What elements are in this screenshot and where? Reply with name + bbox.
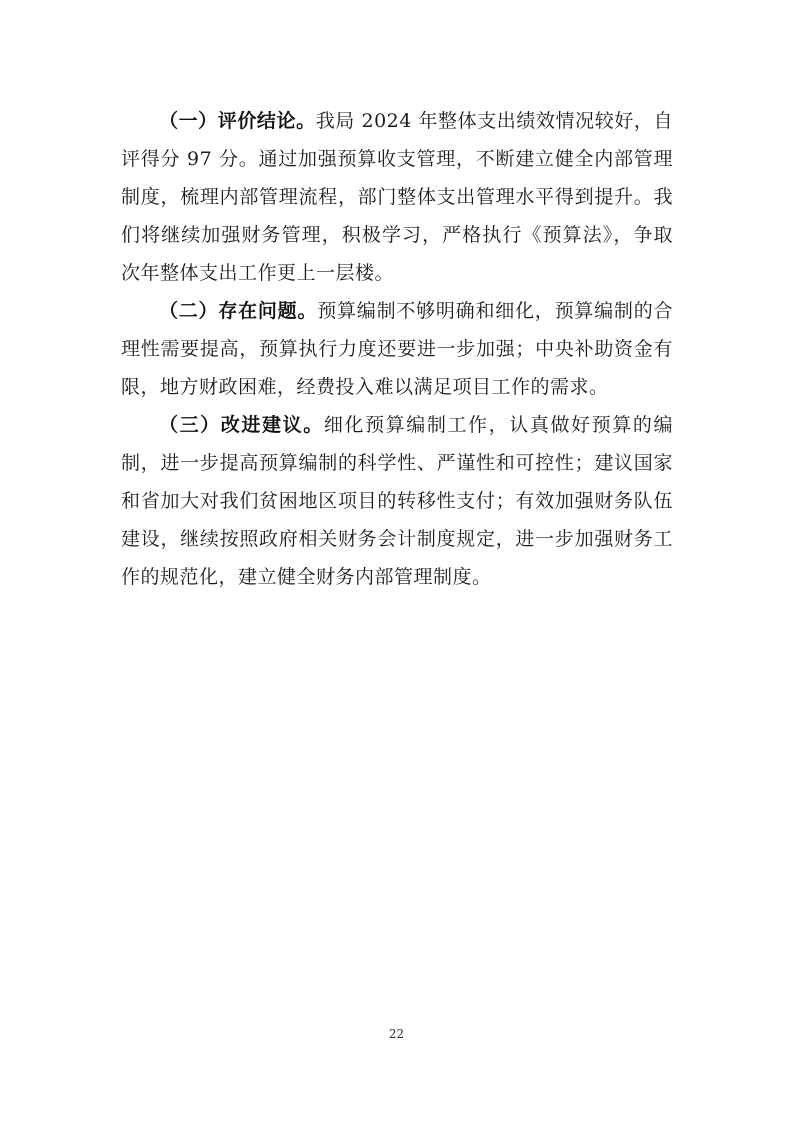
paragraph-text: 我局 2024 年整体支出绩效情况较好，自评得分 97 分。通过加强预算收支管理，不断建立健全内部管理制度，梳理内部管理流程，部门整体支出管理水平得到提升。我们将继续加强财务管理，积极学习，严格执行《预算法》，争取次年整体支出工作更上一层楼。 [121, 110, 673, 284]
page-number: 22 [388, 1027, 405, 1041]
paragraph-heading: （二）存在问题。 [159, 300, 318, 322]
paragraph-evaluation-conclusion [121, 102, 673, 292]
paragraph-improvement-suggestions [121, 406, 673, 596]
paragraph-existing-problems [121, 292, 673, 406]
paragraph-text: 预算编制不够明确和细化，预算编制的合理性需要提高，预算执行力度还要进一步加强；中央补助资金有限，地方财政困难，经费投入难以满足项目工作的需求。 [121, 300, 673, 398]
document-body [121, 102, 673, 596]
paragraph-heading: （三）改进建议。 [159, 414, 324, 436]
paragraph-text: 细化预算编制工作，认真做好预算的编制，进一步提高预算编制的科学性、严谨性和可控性；建议国家和省加大对我们贫困地区项目的转移性支付；有效加强财务队伍建设，继续按照政府相关财务会计制度规定，进一步加强财务工作的规范化，建立健全财务内部管理制度。 [121, 414, 673, 588]
paragraph-heading: （一）评价结论。 [159, 110, 316, 132]
